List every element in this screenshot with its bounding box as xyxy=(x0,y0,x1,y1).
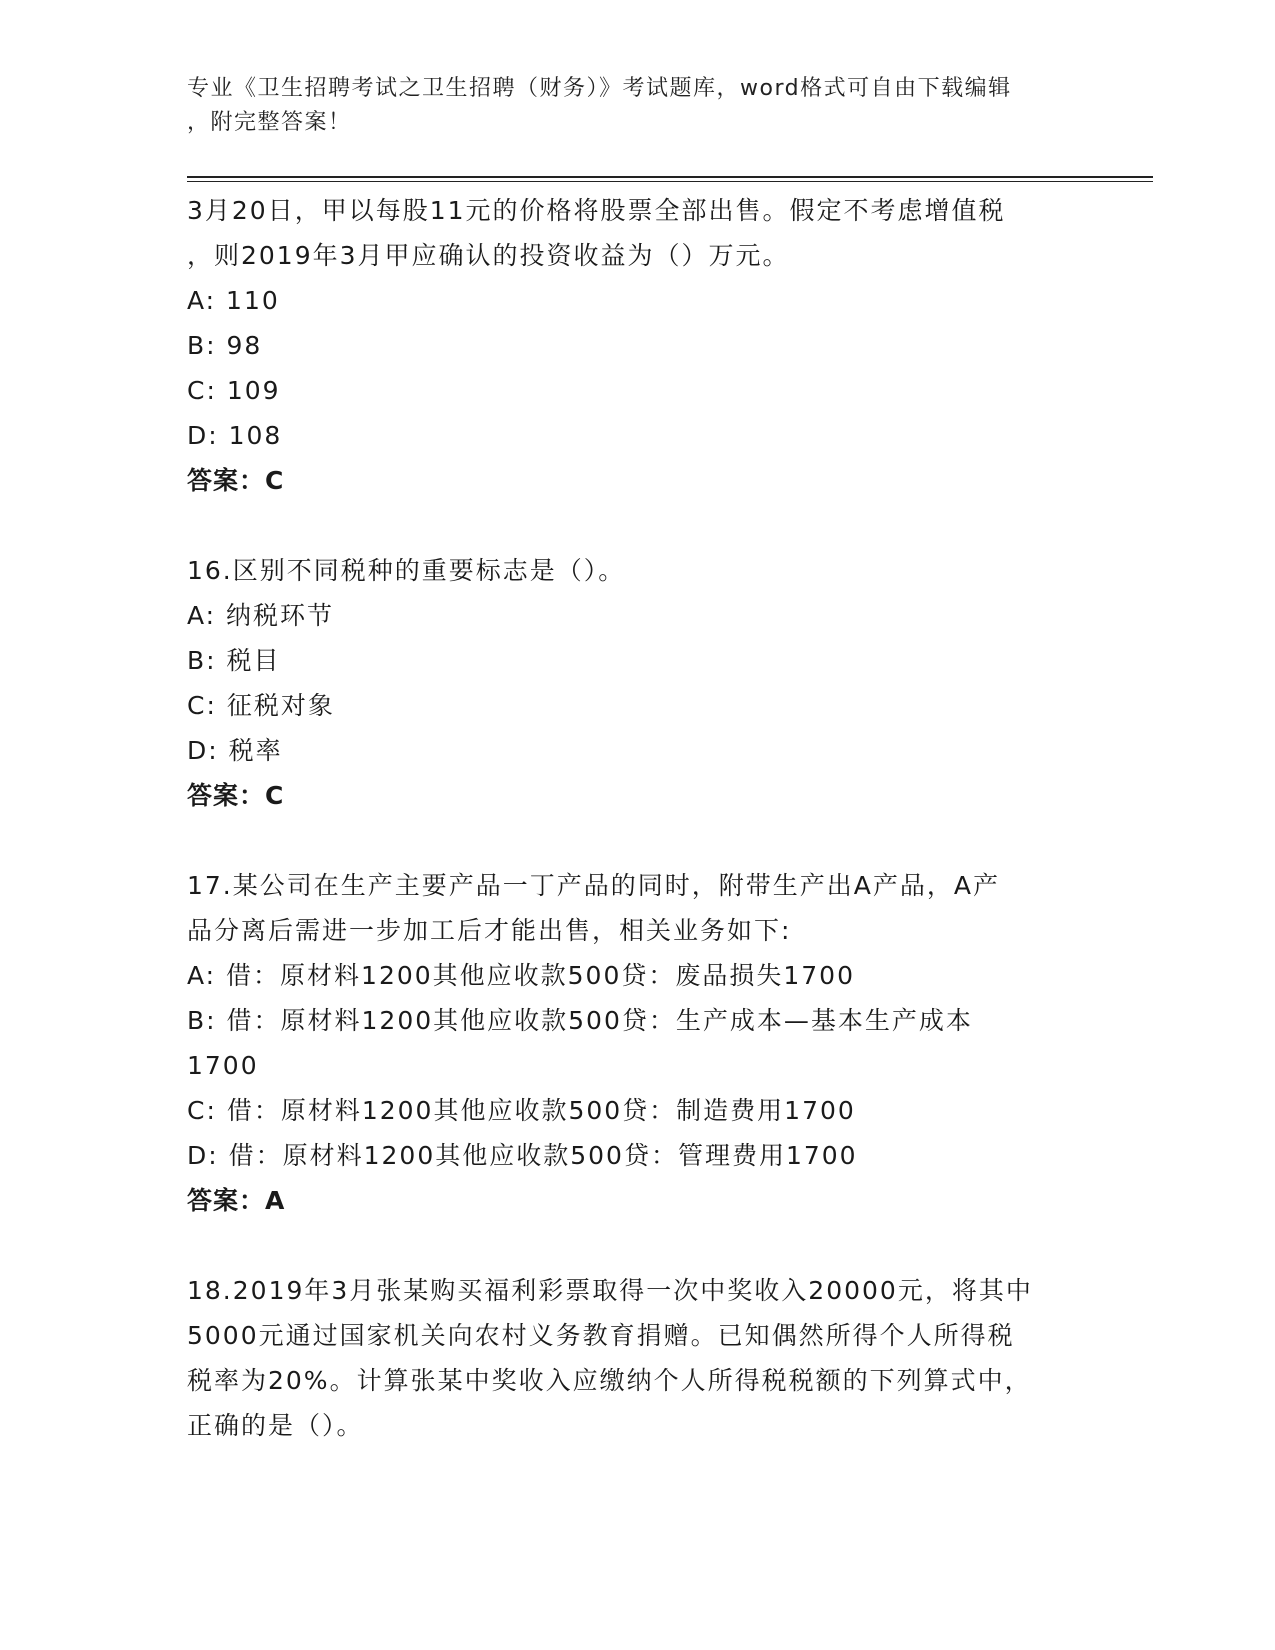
header-divider-thin xyxy=(187,181,1153,182)
question-stem-line: 17.某公司在生产主要产品一丁产品的同时，附带生产出A产品，A产 xyxy=(187,871,1000,900)
option-a: A: 纳税环节 xyxy=(187,601,335,630)
question-stem-line: ，则2019年3月甲应确认的投资收益为（）万元。 xyxy=(187,241,790,270)
document-header xyxy=(187,72,1067,140)
option-b-continued: 1700 xyxy=(187,1051,259,1080)
answer-line: 答案：A xyxy=(187,1186,286,1215)
question-17 xyxy=(187,863,1077,1223)
option-d: D: 108 xyxy=(187,421,283,450)
option-a: A: 借：原材料1200其他应收款500贷：废品损失1700 xyxy=(187,961,855,990)
option-b: B: 税目 xyxy=(187,646,281,675)
question-stem-line: 16.区别不同税种的重要标志是（）。 xyxy=(187,556,626,585)
option-a: A: 110 xyxy=(187,286,280,315)
answer-line: 答案：C xyxy=(187,466,285,495)
option-c: C: 征税对象 xyxy=(187,691,335,720)
option-b: B: 借：原材料1200其他应收款500贷：生产成本—基本生产成本 xyxy=(187,1006,973,1035)
question-18 xyxy=(187,1268,1077,1448)
question-stem-line: 3月20日，甲以每股11元的价格将股票全部出售。假定不考虑增值税 xyxy=(187,196,1006,225)
answer-line: 答案：C xyxy=(187,781,285,810)
option-c: C: 109 xyxy=(187,376,281,405)
question-stem-line: 5000元通过国家机关向农村义务教育捐赠。已知偶然所得个人所得税 xyxy=(187,1321,1015,1350)
header-line-1: 专业《卫生招聘考试之卫生招聘（财务）》考试题库，word格式可自由下载编辑 xyxy=(187,76,1012,101)
option-c: C: 借：原材料1200其他应收款500贷：制造费用1700 xyxy=(187,1096,856,1125)
header-line-2: ，附完整答案！ xyxy=(187,110,352,135)
question-stem-line: 税率为20%。计算张某中奖收入应缴纳个人所得税税额的下列算式中， xyxy=(187,1366,1032,1395)
option-b: B: 98 xyxy=(187,331,263,360)
question-stem-line: 正确的是（）。 xyxy=(187,1411,364,1440)
option-d: D: 借：原材料1200其他应收款500贷：管理费用1700 xyxy=(187,1141,858,1170)
question-16 xyxy=(187,548,1077,818)
header-divider-thick xyxy=(187,176,1153,178)
option-d: D: 税率 xyxy=(187,736,283,765)
question-15 xyxy=(187,188,1077,503)
document-body xyxy=(187,188,1077,1448)
question-stem-line: 品分离后需进一步加工后才能出售，相关业务如下: xyxy=(187,916,792,945)
question-stem-line: 18.2019年3月张某购买福利彩票取得一次中奖收入20000元，将其中 xyxy=(187,1276,1033,1305)
